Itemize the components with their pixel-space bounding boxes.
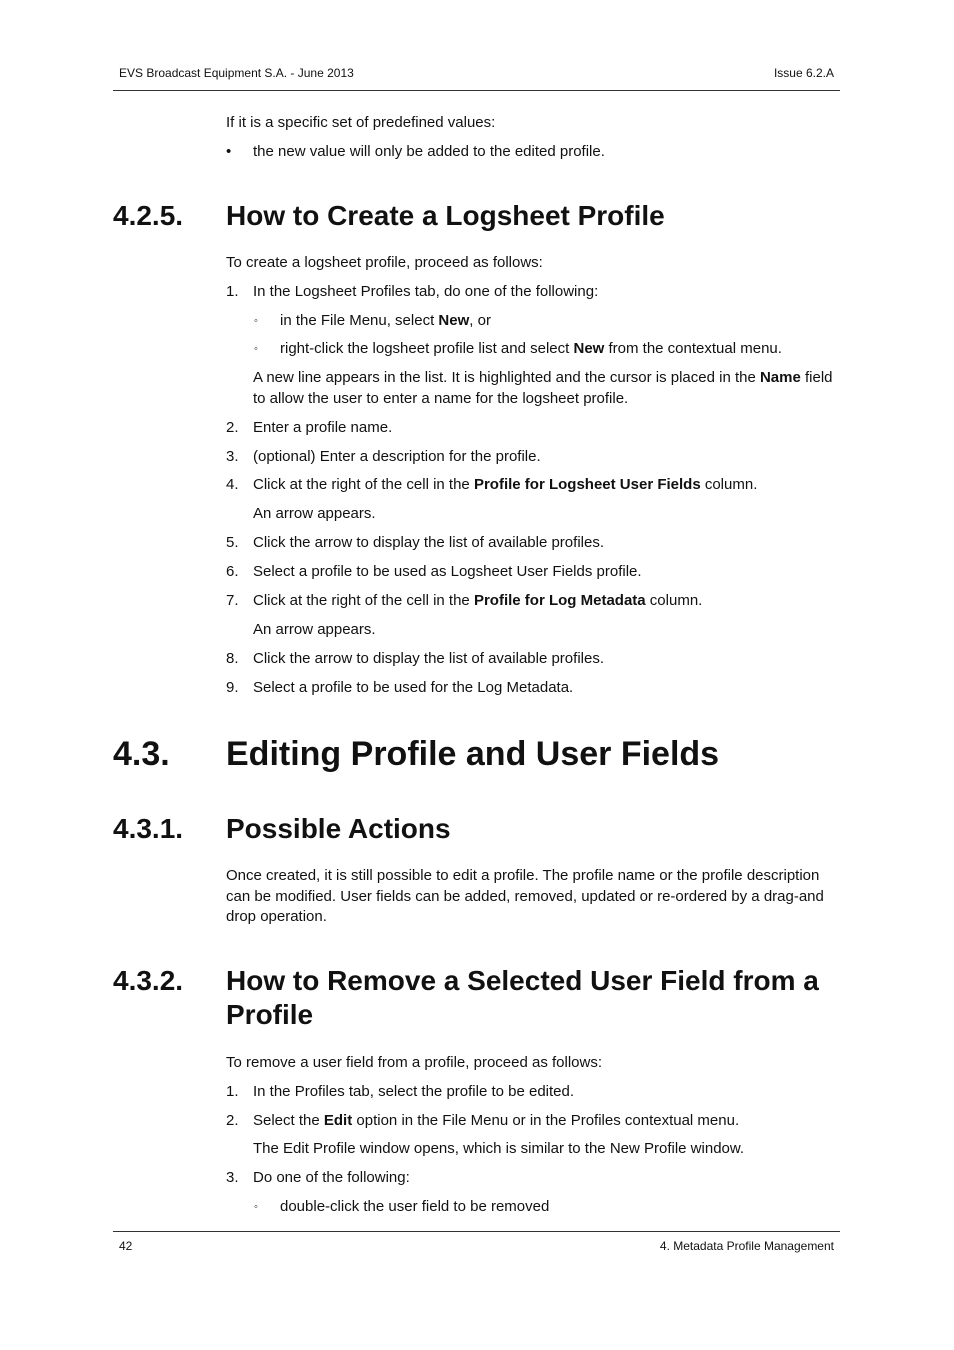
step-note: The Edit Profile window opens, which is similar to the New Profile window. [253, 1140, 745, 1157]
step-number: 7. [226, 592, 239, 609]
step-note: An arrow appears. [253, 505, 376, 522]
sub-bullet-marker: ◦ [254, 343, 258, 355]
step-text: Select a profile to be used as Logsheet User Fields profile. [253, 563, 642, 580]
step-text: Do one of the following: [253, 1169, 410, 1186]
chapter-title: Editing Profile and User Fields [226, 735, 720, 773]
step-number: 1. [226, 1083, 239, 1100]
step-text: Select the Edit option in the File Menu or in the Profiles contextual menu. [253, 1112, 740, 1129]
section-number: 4.3.1. [113, 813, 184, 844]
footer-chapter: 4. Metadata Profile Management [659, 1239, 834, 1253]
sub-bullet-text: right-click the logsheet profile list and select New from the contextual menu. [280, 340, 782, 357]
section-number: 4.2.5. [113, 200, 184, 231]
step-note: An arrow appears. [253, 621, 376, 638]
step-text: Click at the right of the cell in the Profile for Logsheet User Fields column. [253, 476, 758, 493]
step-text: Click at the right of the cell in the Profile for Log Metadata column. [253, 592, 703, 609]
bullet-marker: • [226, 143, 232, 160]
step-number: 1. [226, 283, 239, 300]
bullet-text: the new value will only be added to the edited profile. [253, 143, 605, 160]
step-note: A new line appears in the list. It is highlighted and the cursor is placed in the Name field to allow the user to enter a name for the logsheet profile. [253, 369, 833, 407]
chapter-number: 4.3. [113, 735, 170, 773]
step-number: 2. [226, 1112, 239, 1129]
section-title: Possible Actions [226, 813, 451, 844]
step-text: Select a profile to be used for the Log Metadata. [253, 679, 574, 696]
header-right: Issue 6.2.A [773, 66, 834, 80]
step-number: 4. [226, 476, 239, 493]
step-number: 3. [226, 1169, 239, 1186]
step-text: Click the arrow to display the list of available profiles. [253, 650, 604, 667]
page-footer [113, 1231, 840, 1256]
step-text: In the Profiles tab, select the profile to be edited. [253, 1083, 575, 1100]
section-title: How to Create a Logsheet Profile [226, 200, 665, 231]
section-number: 4.3.2. [113, 965, 184, 996]
header-left: EVS Broadcast Equipment S.A. - June 2013 [119, 66, 354, 80]
sub-bullet-text: in the File Menu, select New, or [280, 312, 491, 329]
step-text: (optional) Enter a description for the profile. [253, 448, 541, 465]
section-paragraph: Once created, it is still possible to edit a profile. The profile name or the profile description can be modified. User fields can be added, removed, updated or re-ordered by a drag-and drop operation. [226, 867, 824, 925]
step-number: 2. [226, 419, 239, 436]
step-number: 8. [226, 650, 239, 667]
step-number: 3. [226, 448, 239, 465]
step-text: In the Logsheet Profiles tab, do one of the following: [253, 283, 599, 300]
sub-bullet-marker: ◦ [254, 315, 258, 327]
intro-paragraph: If it is a specific set of predefined values: [226, 114, 496, 131]
section-title: How to Remove a Selected User Field from a Profile [226, 965, 819, 1030]
section-lead: To create a logsheet profile, proceed as follows: [226, 254, 543, 271]
page-number: 42 [119, 1239, 133, 1253]
sub-bullet-text: double-click the user field to be removed [280, 1198, 550, 1215]
section-lead: To remove a user field from a profile, proceed as follows: [226, 1054, 603, 1071]
page-header [113, 62, 840, 91]
step-number: 9. [226, 679, 239, 696]
step-text: Click the arrow to display the list of available profiles. [253, 534, 604, 551]
sub-bullet-marker: ◦ [254, 1201, 258, 1213]
step-number: 6. [226, 563, 239, 580]
step-text: Enter a profile name. [253, 419, 393, 436]
step-number: 5. [226, 534, 239, 551]
